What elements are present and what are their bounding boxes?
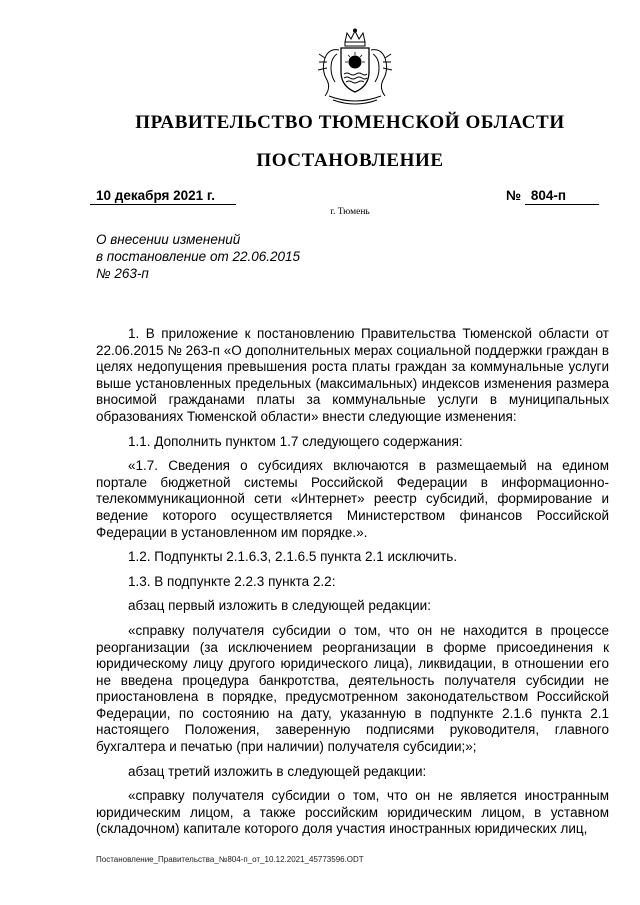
- number-value: 804-п: [525, 188, 599, 205]
- body-paragraph: 1.3. В подпункте 2.2.3 пункта 2.2:: [128, 573, 336, 589]
- body-paragraph: 1. В приложение к постановлению Правительства Тюменской области от 22.06.2015 № 263-п «О дополнительных мерах социальной поддержки граждан в целях недопущения превышения роста платы граждан за коммунальные услуги выше установленных предельных (максимальных) индексов изменения размера вносимой гражданами платы за коммунальные услуги в муниципальных образованиях Тюменской области» внести следующие изменения:: [96, 326, 609, 424]
- document-date: 10 декабря 2021 г.: [90, 188, 236, 205]
- subject-line: О внесении изменений: [96, 232, 241, 247]
- body-paragraph: «справку получателя субсидии о том, что он не является иностранным юридическим лицом, а также российским юридическим лицом, в уставном (складочном) капитале которого доля участия иностранных юридических лиц,: [96, 788, 609, 837]
- body-paragraph: абзац третий изложить в следующей редакции:: [128, 763, 427, 779]
- document-number: [506, 188, 599, 205]
- body-paragraph: «справку получателя субсидии о том, что он не находится в процессе реорганизации (за исключением реорганизации в форме присоединения к юридическому лицу другого юридического лица), ликвидации, в отношении его не введена процедура банкротства, деятельность получателя субсидии не приостановлена в порядке, предусмотренном законодательством Российской Федерации, по состоянию на дату, указанную в подпункте 2.1.6 пункта 2.1 настоящего Положения, заверенную подписями руководителя, главного бухгалтера и печатью (при наличии) получателя субсидии;»;: [96, 622, 609, 755]
- body-paragraph: абзац первый изложить в следующей редакции:: [128, 598, 431, 614]
- body-paragraph: 1.2. Подпункты 2.1.6.3, 2.1.6.5 пункта 2.1 исключить.: [128, 549, 458, 565]
- government-title: ПРАВИТЕЛЬСТВО ТЮМЕНСКОЙ ОБЛАСТИ: [135, 112, 565, 133]
- document-body: [96, 326, 609, 846]
- document-subject: [96, 231, 300, 282]
- city-label: г. Тюмень: [330, 207, 370, 217]
- coat-of-arms-icon: [315, 28, 395, 106]
- subject-line: № 263-п: [96, 266, 149, 281]
- body-paragraph: 1.1. Дополнить пунктом 1.7 следующего содержания:: [128, 433, 463, 449]
- body-paragraph: «1.7. Сведения о субсидиях включаются в размещаемый на едином портале бюджетной системы Российской Федерации в информационно-телекоммуникационной сети «Интернет» реестр субсидий, формирование и ведение которого осуществляется Министерством финансов Российской Федерации в установленном им порядке.».: [96, 458, 609, 540]
- footer-filename: Постановление_Правительства_№804-п_от_10.12.2021_45773596.ODT: [96, 855, 364, 864]
- document-type: ПОСТАНОВЛЕНИЕ: [256, 150, 444, 171]
- subject-line: в постановление от 22.06.2015: [96, 249, 301, 264]
- number-prefix: №: [506, 188, 522, 203]
